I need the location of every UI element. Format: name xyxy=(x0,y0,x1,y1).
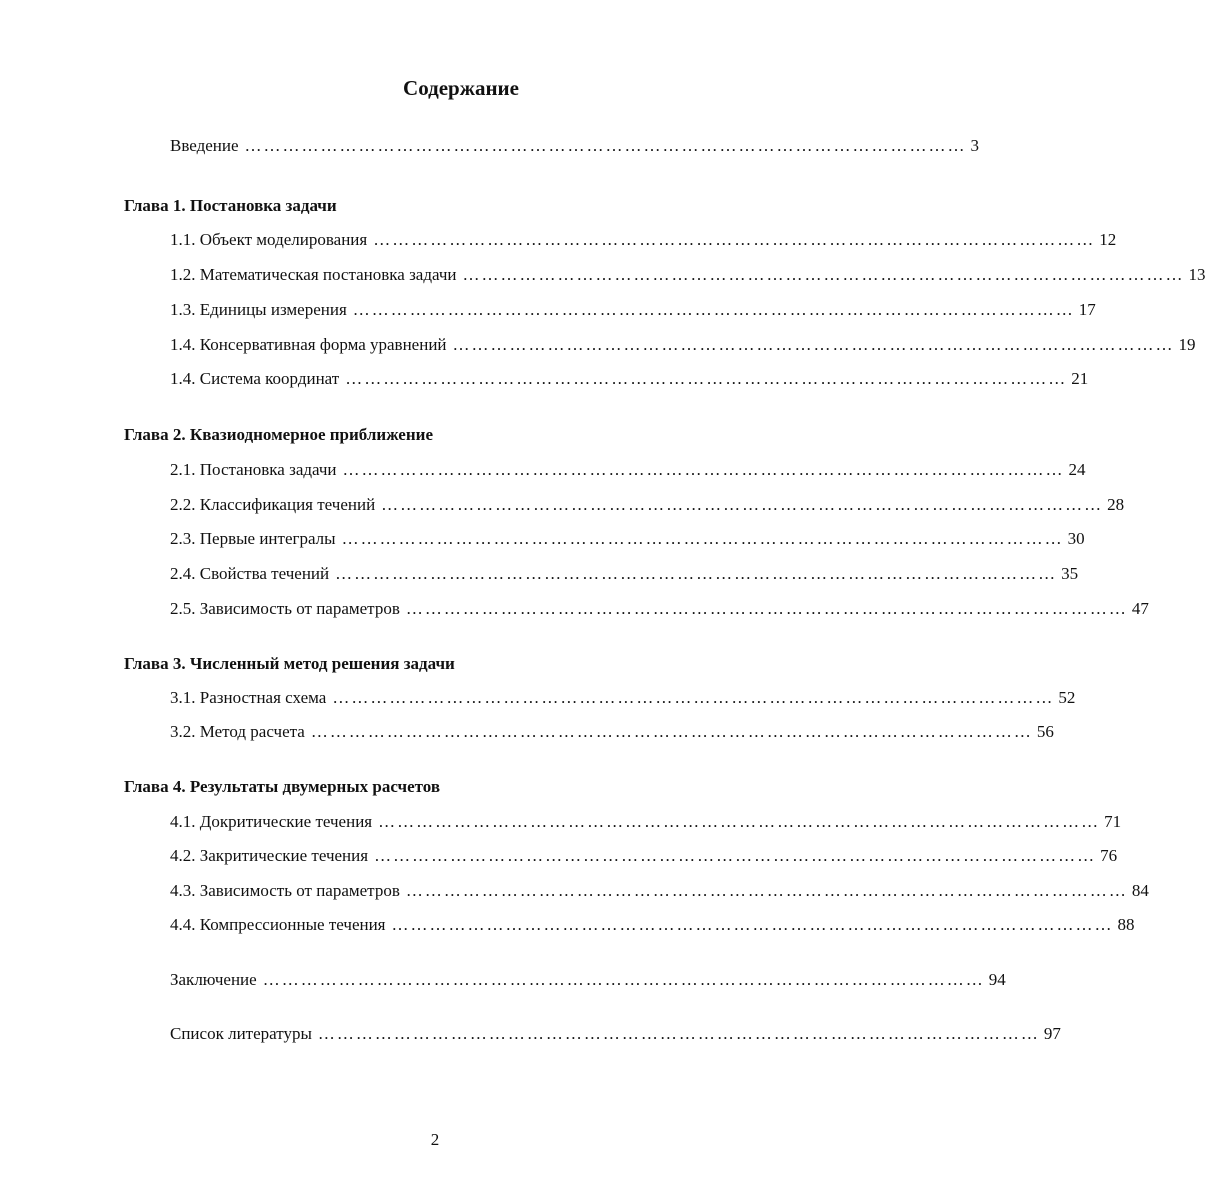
toc-entry-page: 94 xyxy=(988,970,1006,989)
page-title: Содержание xyxy=(403,76,519,100)
toc-leader-dots: …………………………………………………………………………………………………… xyxy=(381,495,1104,514)
toc-leader-dots: …………………………………………………………………………………………………… xyxy=(462,265,1185,284)
toc-entry-label: Заключение xyxy=(170,970,257,989)
toc-entry[interactable] xyxy=(170,686,1076,710)
toc-entry-label: Введение xyxy=(170,136,239,155)
toc-entry-references[interactable] xyxy=(170,1022,1061,1046)
toc-entry-page: 35 xyxy=(1061,564,1079,583)
toc-entry-label: 1.4. Консервативная форма уравнений xyxy=(170,335,447,354)
toc-entry[interactable] xyxy=(170,367,1089,391)
toc-leader-dots: …………………………………………………………………………………………………… xyxy=(405,881,1128,900)
toc-leader-dots: …………………………………………………………………………………………………… xyxy=(373,230,1096,249)
toc-leader-dots: …………………………………………………………………………………………………… xyxy=(374,846,1097,865)
toc-entry-page: 28 xyxy=(1107,495,1125,514)
toc-leader-dots: …………………………………………………………………………………………………… xyxy=(335,564,1058,583)
chapter-heading[interactable]: Глава 2. Квазиодномерное приближение xyxy=(124,425,433,444)
toc-entry[interactable] xyxy=(170,879,1149,903)
toc-entry[interactable] xyxy=(170,720,1054,744)
toc-leader-dots: …………………………………………………………………………………………………… xyxy=(332,688,1055,707)
toc-entry[interactable] xyxy=(170,493,1125,517)
toc-entry-label: 1.3. Единицы измерения xyxy=(170,300,347,319)
toc-entry-page: 24 xyxy=(1068,460,1086,479)
toc-entry-conclusion[interactable] xyxy=(170,968,1006,992)
toc-entry-label: 3.1. Разностная схема xyxy=(170,688,327,707)
toc-entry-label: 2.4. Свойства течений xyxy=(170,564,330,583)
toc-entry-page: 3 xyxy=(970,136,980,155)
toc-entry-label: 4.3. Зависимость от параметров xyxy=(170,881,400,900)
toc-entry[interactable] xyxy=(170,263,1206,287)
toc-entry-page: 88 xyxy=(1117,915,1135,934)
toc-entry-label: 1.4. Система координат xyxy=(170,369,340,388)
toc-leader-dots: …………………………………………………………………………………………………… xyxy=(378,812,1101,831)
toc-leader-dots: …………………………………………………………………………………………………… xyxy=(391,915,1114,934)
toc-entry[interactable] xyxy=(170,298,1096,322)
chapter-heading[interactable]: Глава 4. Результаты двумерных расчетов xyxy=(124,777,441,796)
toc-leader-dots: …………………………………………………………………………………………………… xyxy=(345,369,1068,388)
toc-entry[interactable] xyxy=(170,562,1079,586)
toc-entry-intro[interactable] xyxy=(170,134,980,158)
toc-entry-page: 13 xyxy=(1188,265,1206,284)
toc-leader-dots: …………………………………………………………………………………………………… xyxy=(244,136,967,155)
toc-leader-dots: …………………………………………………………………………………………………… xyxy=(341,529,1064,548)
toc-entry[interactable] xyxy=(170,458,1086,482)
toc-entry[interactable] xyxy=(170,527,1085,551)
chapter-heading[interactable]: Глава 3. Численный метод решения задачи xyxy=(124,654,455,673)
toc-entry-label: Список литературы xyxy=(170,1024,312,1043)
toc-entry-page: 71 xyxy=(1104,812,1122,831)
page-number: 2 xyxy=(430,1130,440,1149)
toc-entry-label: 3.2. Метод расчета xyxy=(170,722,305,741)
toc-entry-label: 4.1. Докритические течения xyxy=(170,812,373,831)
toc-entry-page: 56 xyxy=(1036,722,1054,741)
toc-leader-dots: …………………………………………………………………………………………………… xyxy=(352,300,1075,319)
toc-entry-page: 19 xyxy=(1178,335,1196,354)
toc-entry-label: 4.2. Закритические течения xyxy=(170,846,369,865)
toc-leader-dots: …………………………………………………………………………………………………… xyxy=(310,722,1033,741)
toc-entry-label: 1.1. Объект моделирования xyxy=(170,230,368,249)
toc-entry-page: 76 xyxy=(1100,846,1118,865)
toc-entry-page: 30 xyxy=(1067,529,1085,548)
toc-entry[interactable] xyxy=(170,597,1149,621)
toc-entry-label: 1.2. Математическая постановка задачи xyxy=(170,265,457,284)
toc-entry[interactable] xyxy=(170,228,1117,252)
toc-entry-page: 12 xyxy=(1099,230,1117,249)
toc-entry[interactable] xyxy=(170,810,1122,834)
toc-leader-dots: …………………………………………………………………………………………………… xyxy=(317,1024,1040,1043)
toc-entry[interactable] xyxy=(170,844,1118,868)
toc-entry[interactable] xyxy=(170,333,1196,357)
toc-entry-label: 4.4. Компрессионные течения xyxy=(170,915,386,934)
toc-entry[interactable] xyxy=(170,913,1135,937)
toc-entry-page: 17 xyxy=(1078,300,1096,319)
toc-leader-dots: …………………………………………………………………………………………………… xyxy=(452,335,1175,354)
chapter-heading[interactable]: Глава 1. Постановка задачи xyxy=(124,196,337,215)
toc-entry-page: 21 xyxy=(1071,369,1089,388)
toc-entry-page: 52 xyxy=(1058,688,1076,707)
toc-entry-label: 2.1. Постановка задачи xyxy=(170,460,337,479)
toc-entry-label: 2.5. Зависимость от параметров xyxy=(170,599,400,618)
toc-leader-dots: …………………………………………………………………………………………………… xyxy=(262,970,985,989)
toc-entry-page: 97 xyxy=(1043,1024,1061,1043)
toc-entry-label: 2.3. Первые интегралы xyxy=(170,529,336,548)
toc-leader-dots: …………………………………………………………………………………………………… xyxy=(342,460,1065,479)
toc-entry-page: 47 xyxy=(1131,599,1149,618)
toc-entry-label: 2.2. Классификация течений xyxy=(170,495,376,514)
toc-entry-page: 84 xyxy=(1131,881,1149,900)
toc-leader-dots: …………………………………………………………………………………………………… xyxy=(405,599,1128,618)
